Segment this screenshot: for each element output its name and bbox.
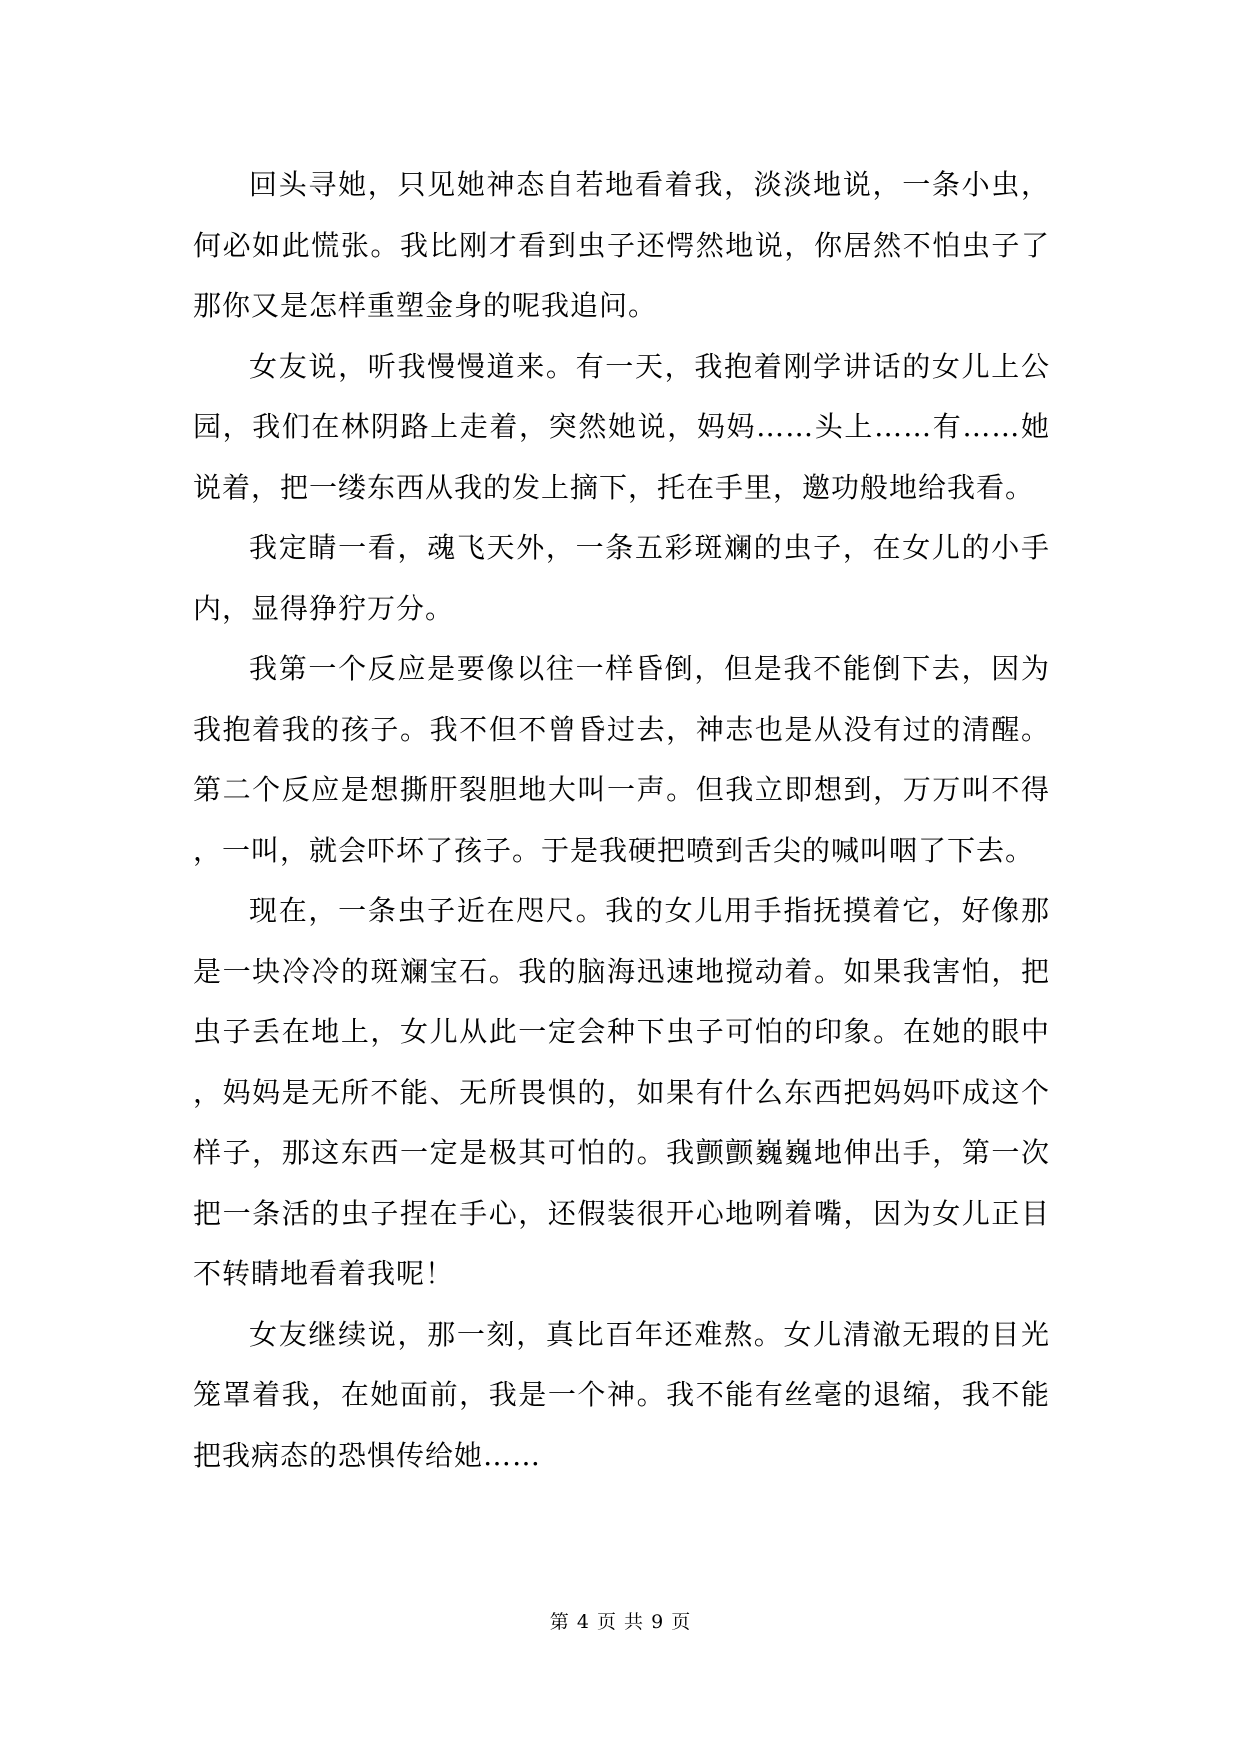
paragraph: 我定睛一看，魂飞天外，一条五彩斑斓的虫子，在女儿的小手内，显得狰狞万分。 [193, 531, 1050, 625]
current-page-number: 4 [576, 1611, 590, 1633]
paragraph: 我第一个反应是要像以往一样昏倒，但是我不能倒下去，因为我抱着我的孩子。我不但不曾昏过去，神志也是从没有过的清醒。第二个反应是想撕肝裂胆地大叫一声。但我立即想到，万万叫不得，一叫，就会吓坏了孩子。于是我硬把喷到舌尖的喊叫咽了下去。 [193, 652, 1050, 867]
total-pages-number: 9 [651, 1611, 665, 1633]
paragraph: 现在，一条虫子近在咫尺。我的女儿用手指抚摸着它，好像那是一块冷冷的斑斓宝石。我的脑海迅速地搅动着。如果我害怕，把虫子丢在地上，女儿从此一定会种下虫子可怕的印象。在她的眼中，妈妈是无所不能、无所畏惧的，如果有什么东西把妈妈吓成这个样子，那这东西一定是极其可怕的。我颤颤巍巍地伸出手，第一次把一条活的虫子捏在手心，还假装很开心地咧着嘴，因为女儿正目不转睛地看着我呢！ [193, 894, 1050, 1290]
document-body [193, 155, 1050, 1486]
page-number-prefix: 第 [549, 1611, 570, 1633]
paragraph: 女友说，听我慢慢道来。有一天，我抱着刚学讲话的女儿上公园，我们在林阴路上走着，突然她说，妈妈……头上……有……她说着，把一缕东西从我的发上摘下，托在手里，邀功般地给我看。 [193, 349, 1050, 504]
paragraph: 女友继续说，那一刻，真比百年还难熬。女儿清澈无瑕的目光笼罩着我，在她面前，我是一个神。我不能有丝毫的退缩，我不能把我病态的恐惧传给她…… [193, 1317, 1050, 1472]
paragraph: 回头寻她，只见她神态自若地看着我，淡淡地说，一条小虫，何必如此慌张。我比刚才看到虫子还愕然地说，你居然不怕虫子了那你又是怎样重塑金身的呢我追问。 [193, 168, 1050, 322]
page-number-middle: 页 共 [596, 1611, 645, 1633]
page-footer [0, 1610, 1241, 1634]
page-number-suffix: 页 [671, 1611, 692, 1633]
